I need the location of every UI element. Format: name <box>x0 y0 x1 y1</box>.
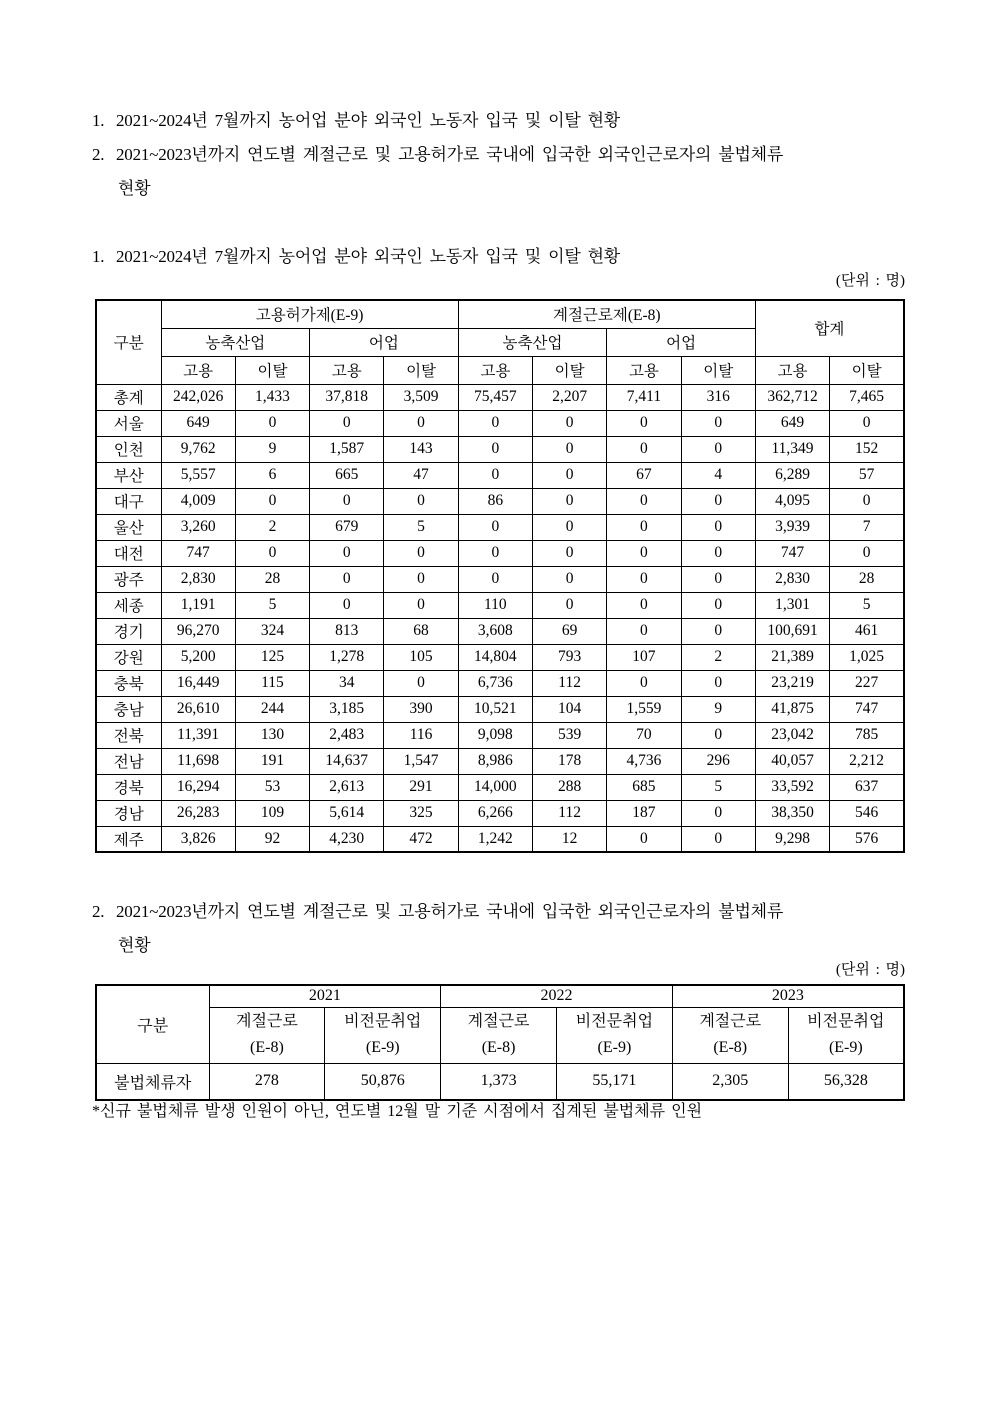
col-header: 고용 <box>755 356 829 384</box>
worker-entry-exit-table <box>95 299 905 853</box>
data-cell: 9,762 <box>161 436 235 462</box>
data-cell: 2,613 <box>310 774 384 800</box>
data-cell: 7 <box>830 514 904 540</box>
region-label: 부산 <box>96 462 161 488</box>
visa-type-code: (E-8) <box>713 1039 748 1056</box>
data-cell: 2 <box>681 644 755 670</box>
data-cell: 637 <box>830 774 904 800</box>
data-cell: 1,025 <box>830 644 904 670</box>
data-cell: 112 <box>532 670 606 696</box>
data-cell: 115 <box>235 670 309 696</box>
data-cell: 0 <box>458 566 532 592</box>
table-row <box>96 696 904 722</box>
table-row <box>96 540 904 566</box>
data-cell: 576 <box>830 826 904 852</box>
subgroup-header: 어업 <box>607 328 756 356</box>
data-cell: 0 <box>532 540 606 566</box>
illegal-stay-row <box>96 1063 904 1100</box>
data-cell: 0 <box>681 410 755 436</box>
data-cell: 16,449 <box>161 670 235 696</box>
section1-heading <box>92 240 620 274</box>
data-cell: 50,876 <box>325 1063 441 1100</box>
data-cell: 130 <box>235 722 309 748</box>
visa-type-code: (E-8) <box>250 1039 284 1056</box>
data-cell: 105 <box>384 644 458 670</box>
data-cell: 288 <box>532 774 606 800</box>
visa-type-name: 비전문취업 <box>344 1013 422 1030</box>
region-label: 총계 <box>96 384 161 410</box>
data-cell: 34 <box>310 670 384 696</box>
data-cell: 1,373 <box>441 1063 557 1100</box>
table-row <box>96 488 904 514</box>
data-cell: 1,242 <box>458 826 532 852</box>
data-cell: 26,610 <box>161 696 235 722</box>
region-label: 전남 <box>96 748 161 774</box>
visa-type-code: (E-9) <box>365 1039 400 1056</box>
illegal-stay-table-body <box>96 1063 904 1100</box>
data-cell: 785 <box>830 722 904 748</box>
data-cell: 0 <box>681 540 755 566</box>
data-cell: 0 <box>681 566 755 592</box>
toc-list <box>92 104 922 206</box>
data-cell: 0 <box>681 592 755 618</box>
data-cell: 8,986 <box>458 748 532 774</box>
data-cell: 0 <box>607 540 681 566</box>
year-header-2021: 2021 <box>209 985 441 1007</box>
table-row <box>96 722 904 748</box>
data-cell: 41,875 <box>755 696 829 722</box>
data-cell: 56,328 <box>788 1063 904 1100</box>
data-cell: 107 <box>607 644 681 670</box>
data-cell: 679 <box>310 514 384 540</box>
table-row <box>96 436 904 462</box>
data-cell: 0 <box>681 436 755 462</box>
table-row <box>96 774 904 800</box>
data-cell: 0 <box>607 826 681 852</box>
data-cell: 9,098 <box>458 722 532 748</box>
data-cell: 296 <box>681 748 755 774</box>
table-row <box>96 462 904 488</box>
toc-item-1-text: 2021~2024년 7월까지 농어업 분야 외국인 노동자 입국 및 이탈 현황 <box>116 111 621 130</box>
data-cell: 325 <box>384 800 458 826</box>
visa-type-name: 계절근로 <box>699 1013 762 1030</box>
col-header: 고용 <box>161 356 235 384</box>
data-cell: 0 <box>532 514 606 540</box>
data-cell: 100,691 <box>755 618 829 644</box>
data-cell: 244 <box>235 696 309 722</box>
visa-type-header <box>441 1007 557 1063</box>
data-cell: 747 <box>830 696 904 722</box>
data-cell: 0 <box>607 410 681 436</box>
data-cell: 28 <box>235 566 309 592</box>
visa-type-header <box>788 1007 904 1063</box>
data-cell: 461 <box>830 618 904 644</box>
data-cell: 0 <box>681 488 755 514</box>
data-cell: 747 <box>755 540 829 566</box>
section2-heading-number: 2. <box>92 902 105 921</box>
col-header: 이탈 <box>830 356 904 384</box>
data-cell: 0 <box>458 462 532 488</box>
data-cell: 9 <box>235 436 309 462</box>
data-cell: 0 <box>310 410 384 436</box>
data-cell: 5,557 <box>161 462 235 488</box>
table-row <box>96 644 904 670</box>
data-cell: 0 <box>532 566 606 592</box>
data-cell: 3,939 <box>755 514 829 540</box>
data-cell: 187 <box>607 800 681 826</box>
data-cell: 0 <box>384 410 458 436</box>
data-cell: 5,614 <box>310 800 384 826</box>
data-cell: 16,294 <box>161 774 235 800</box>
data-cell: 0 <box>681 826 755 852</box>
group-header-e8: 계절근로제(E-8) <box>458 300 755 328</box>
data-cell: 67 <box>607 462 681 488</box>
data-cell: 14,637 <box>310 748 384 774</box>
col-header: 이탈 <box>384 356 458 384</box>
data-cell: 0 <box>532 436 606 462</box>
data-cell: 28 <box>830 566 904 592</box>
visa-type-header <box>209 1007 325 1063</box>
data-cell: 191 <box>235 748 309 774</box>
region-label: 경기 <box>96 618 161 644</box>
visa-type-code: (E-9) <box>597 1039 632 1056</box>
data-cell: 5 <box>384 514 458 540</box>
data-cell: 0 <box>607 514 681 540</box>
data-cell: 68 <box>384 618 458 644</box>
data-cell: 57 <box>830 462 904 488</box>
table-row <box>96 800 904 826</box>
data-cell: 5 <box>235 592 309 618</box>
visa-type-name: 비전문취업 <box>575 1013 654 1030</box>
data-cell: 0 <box>235 540 309 566</box>
section2-heading <box>92 895 922 963</box>
data-cell: 0 <box>384 488 458 514</box>
data-cell: 178 <box>532 748 606 774</box>
region-label: 충남 <box>96 696 161 722</box>
data-cell: 793 <box>532 644 606 670</box>
data-cell: 0 <box>384 670 458 696</box>
data-cell: 2,830 <box>161 566 235 592</box>
footnote: *신규 불법체류 발생 인원이 아닌, 연도별 12월 말 기준 시점에서 집계된 불법체류 인원 <box>92 1103 703 1120</box>
data-cell: 472 <box>384 826 458 852</box>
data-cell: 278 <box>209 1063 325 1100</box>
data-cell: 110 <box>458 592 532 618</box>
data-cell: 4 <box>681 462 755 488</box>
data-cell: 0 <box>607 488 681 514</box>
data-cell: 9 <box>681 696 755 722</box>
year-header-2022: 2022 <box>441 985 673 1007</box>
illegal-stay-row-label: 불법체류자 <box>96 1063 209 1100</box>
visa-type-header <box>556 1007 672 1063</box>
corner-header-2: 구분 <box>96 985 209 1063</box>
visa-type-name: 계절근로 <box>467 1013 530 1030</box>
data-cell: 0 <box>310 488 384 514</box>
data-cell: 143 <box>384 436 458 462</box>
data-cell: 0 <box>607 618 681 644</box>
col-header: 고용 <box>310 356 384 384</box>
subgroup-header: 어업 <box>310 328 459 356</box>
data-cell: 21,389 <box>755 644 829 670</box>
visa-type-code: (E-9) <box>828 1039 863 1056</box>
data-cell: 86 <box>458 488 532 514</box>
data-cell: 9,298 <box>755 826 829 852</box>
corner-header: 구분 <box>96 300 161 384</box>
visa-type-name: 비전문취업 <box>807 1013 885 1030</box>
data-cell: 0 <box>458 540 532 566</box>
subgroup-header: 농축산업 <box>458 328 607 356</box>
data-cell: 0 <box>830 540 904 566</box>
data-cell: 0 <box>235 410 309 436</box>
data-cell: 33,592 <box>755 774 829 800</box>
data-cell: 0 <box>830 410 904 436</box>
data-cell: 316 <box>681 384 755 410</box>
table-row <box>96 826 904 852</box>
table-row <box>96 566 904 592</box>
data-cell: 23,042 <box>755 722 829 748</box>
toc-item-2-line1 <box>92 138 922 172</box>
region-label: 충북 <box>96 670 161 696</box>
data-cell: 5 <box>681 774 755 800</box>
data-cell: 813 <box>310 618 384 644</box>
data-cell: 3,509 <box>384 384 458 410</box>
data-cell: 38,350 <box>755 800 829 826</box>
data-cell: 104 <box>532 696 606 722</box>
data-cell: 0 <box>681 800 755 826</box>
region-label: 제주 <box>96 826 161 852</box>
data-cell: 5,200 <box>161 644 235 670</box>
data-cell: 0 <box>235 488 309 514</box>
col-header: 이탈 <box>532 356 606 384</box>
table-row <box>96 618 904 644</box>
data-cell: 2,212 <box>830 748 904 774</box>
section2-heading-line1 <box>92 895 922 929</box>
region-label: 경남 <box>96 800 161 826</box>
data-cell: 152 <box>830 436 904 462</box>
data-cell: 2 <box>235 514 309 540</box>
data-cell: 6,266 <box>458 800 532 826</box>
data-cell: 53 <box>235 774 309 800</box>
data-cell: 0 <box>384 540 458 566</box>
region-label: 강원 <box>96 644 161 670</box>
data-cell: 1,559 <box>607 696 681 722</box>
data-cell: 7,465 <box>830 384 904 410</box>
data-cell: 362,712 <box>755 384 829 410</box>
visa-type-header <box>325 1007 441 1063</box>
data-cell: 1,301 <box>755 592 829 618</box>
data-cell: 0 <box>681 670 755 696</box>
data-cell: 92 <box>235 826 309 852</box>
col-header: 고용 <box>607 356 681 384</box>
data-cell: 324 <box>235 618 309 644</box>
data-cell: 2,830 <box>755 566 829 592</box>
data-cell: 291 <box>384 774 458 800</box>
illegal-stay-table-header <box>96 985 904 1063</box>
data-cell: 11,349 <box>755 436 829 462</box>
data-cell: 0 <box>532 488 606 514</box>
illegal-stay-table <box>95 984 905 1101</box>
group-header-e9: 고용허가제(E-9) <box>161 300 458 328</box>
subgroup-header: 농축산업 <box>161 328 310 356</box>
data-cell: 0 <box>310 540 384 566</box>
data-cell: 0 <box>681 618 755 644</box>
data-cell: 3,608 <box>458 618 532 644</box>
region-label: 광주 <box>96 566 161 592</box>
data-cell: 0 <box>384 566 458 592</box>
toc-item-1 <box>92 104 922 138</box>
data-cell: 649 <box>161 410 235 436</box>
data-cell: 116 <box>384 722 458 748</box>
table-row <box>96 748 904 774</box>
data-cell: 6,736 <box>458 670 532 696</box>
unit-label-1: (단위 : 명) <box>835 273 905 289</box>
section2-heading-text: 2021~2023년까지 연도별 계절근로 및 고용허가로 국내에 입국한 외국인근로자의 불법체류 <box>116 902 784 921</box>
visa-type-name: 계절근로 <box>236 1013 298 1030</box>
toc-item-2-line2: 현황 <box>118 179 151 198</box>
data-cell: 55,171 <box>556 1063 672 1100</box>
visa-type-code: (E-8) <box>481 1039 516 1056</box>
table-row <box>96 670 904 696</box>
data-cell: 10,521 <box>458 696 532 722</box>
toc-item-1-number: 1. <box>92 111 105 130</box>
data-cell: 0 <box>384 592 458 618</box>
data-cell: 242,026 <box>161 384 235 410</box>
data-cell: 109 <box>235 800 309 826</box>
region-label: 서울 <box>96 410 161 436</box>
toc-item-2-number: 2. <box>92 145 105 164</box>
data-cell: 1,278 <box>310 644 384 670</box>
data-cell: 0 <box>532 462 606 488</box>
region-label: 세종 <box>96 592 161 618</box>
data-cell: 2,483 <box>310 722 384 748</box>
data-cell: 4,230 <box>310 826 384 852</box>
data-cell: 37,818 <box>310 384 384 410</box>
data-cell: 649 <box>755 410 829 436</box>
data-cell: 112 <box>532 800 606 826</box>
visa-type-header <box>672 1007 788 1063</box>
data-cell: 747 <box>161 540 235 566</box>
data-cell: 23,219 <box>755 670 829 696</box>
data-cell: 11,698 <box>161 748 235 774</box>
data-cell: 227 <box>830 670 904 696</box>
data-cell: 14,000 <box>458 774 532 800</box>
table-row <box>96 514 904 540</box>
data-cell: 546 <box>830 800 904 826</box>
data-cell: 75,457 <box>458 384 532 410</box>
region-label: 대전 <box>96 540 161 566</box>
region-label: 전북 <box>96 722 161 748</box>
region-label: 울산 <box>96 514 161 540</box>
table-row <box>96 592 904 618</box>
data-cell: 390 <box>384 696 458 722</box>
data-cell: 685 <box>607 774 681 800</box>
data-cell: 3,185 <box>310 696 384 722</box>
data-cell: 12 <box>532 826 606 852</box>
data-cell: 5 <box>830 592 904 618</box>
data-cell: 40,057 <box>755 748 829 774</box>
data-cell: 0 <box>607 436 681 462</box>
data-cell: 4,095 <box>755 488 829 514</box>
data-cell: 7,411 <box>607 384 681 410</box>
data-cell: 3,260 <box>161 514 235 540</box>
data-cell: 69 <box>532 618 606 644</box>
data-cell: 0 <box>458 436 532 462</box>
table-row <box>96 410 904 436</box>
data-cell: 0 <box>607 670 681 696</box>
year-header-2023: 2023 <box>672 985 904 1007</box>
region-label: 경북 <box>96 774 161 800</box>
data-cell: 2,207 <box>532 384 606 410</box>
data-cell: 0 <box>681 722 755 748</box>
data-cell: 1,191 <box>161 592 235 618</box>
data-cell: 665 <box>310 462 384 488</box>
group-header-total: 합계 <box>755 300 904 356</box>
data-cell: 1,547 <box>384 748 458 774</box>
data-cell: 47 <box>384 462 458 488</box>
worker-table-header <box>96 300 904 384</box>
data-cell: 539 <box>532 722 606 748</box>
data-cell: 0 <box>607 566 681 592</box>
data-cell: 6 <box>235 462 309 488</box>
region-label: 인천 <box>96 436 161 462</box>
data-cell: 2,305 <box>672 1063 788 1100</box>
data-cell: 125 <box>235 644 309 670</box>
col-header: 이탈 <box>681 356 755 384</box>
data-cell: 0 <box>310 566 384 592</box>
data-cell: 0 <box>532 592 606 618</box>
table-row <box>96 384 904 410</box>
data-cell: 0 <box>310 592 384 618</box>
data-cell: 1,433 <box>235 384 309 410</box>
data-cell: 11,391 <box>161 722 235 748</box>
data-cell: 0 <box>458 410 532 436</box>
data-cell: 96,270 <box>161 618 235 644</box>
worker-table-body <box>96 384 904 852</box>
data-cell: 26,283 <box>161 800 235 826</box>
data-cell: 0 <box>681 514 755 540</box>
data-cell: 4,736 <box>607 748 681 774</box>
data-cell: 6,289 <box>755 462 829 488</box>
section1-heading-number: 1. <box>92 247 105 266</box>
data-cell: 14,804 <box>458 644 532 670</box>
data-cell: 0 <box>830 488 904 514</box>
toc-item-2-text: 2021~2023년까지 연도별 계절근로 및 고용허가로 국내에 입국한 외국인근로자의 불법체류 <box>116 145 784 164</box>
data-cell: 0 <box>607 592 681 618</box>
data-cell: 70 <box>607 722 681 748</box>
section1-heading-text: 2021~2024년 7월까지 농어업 분야 외국인 노동자 입국 및 이탈 현황 <box>116 247 621 266</box>
data-cell: 0 <box>458 514 532 540</box>
region-label: 대구 <box>96 488 161 514</box>
col-header: 이탈 <box>235 356 309 384</box>
data-cell: 3,826 <box>161 826 235 852</box>
col-header: 고용 <box>458 356 532 384</box>
data-cell: 0 <box>532 410 606 436</box>
unit-label-2: (단위 : 명) <box>835 962 905 978</box>
data-cell: 1,587 <box>310 436 384 462</box>
data-cell: 4,009 <box>161 488 235 514</box>
section2-heading-line2: 현황 <box>118 936 151 955</box>
